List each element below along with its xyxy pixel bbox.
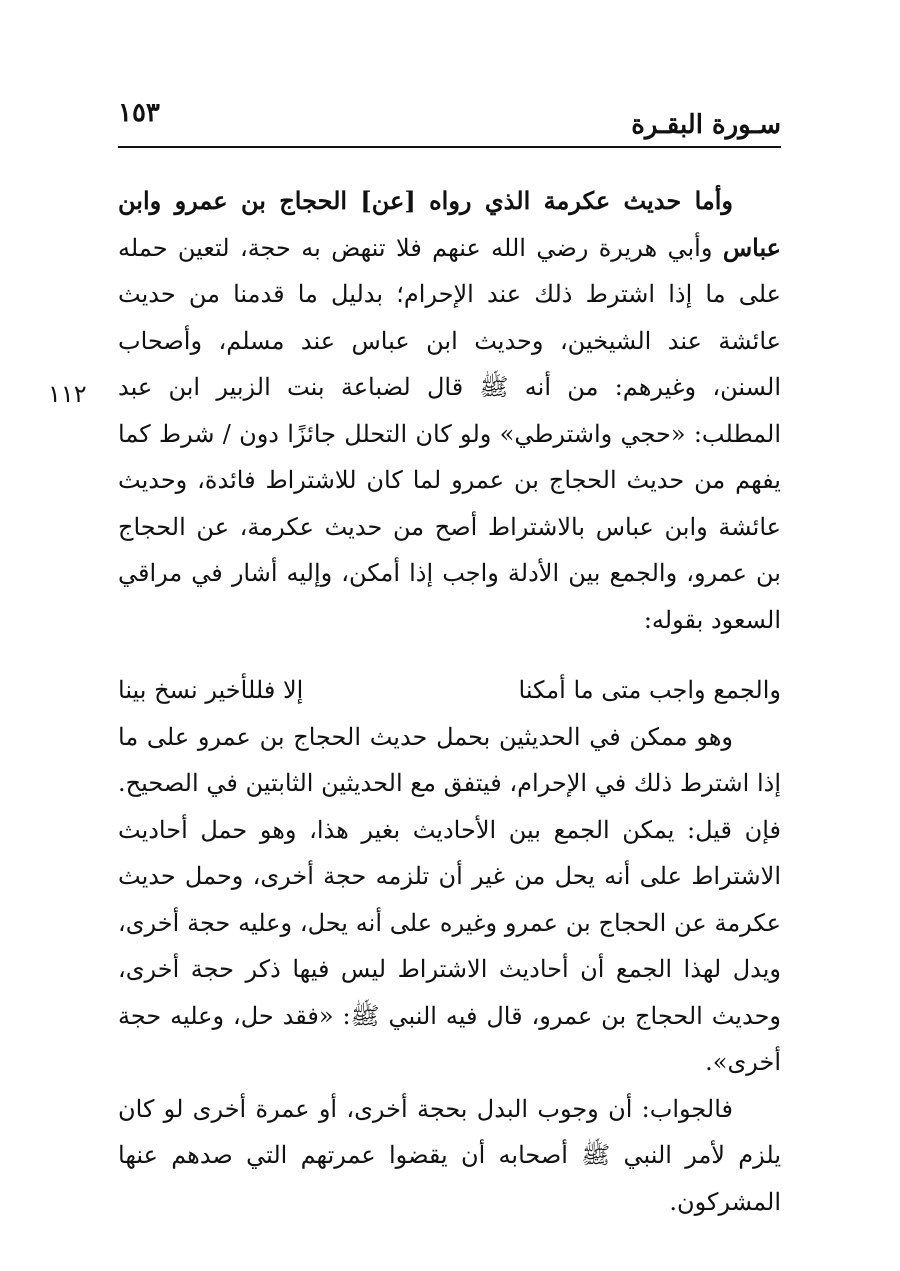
verse-hemistich-2: إلا فللأخير نسخ بينا: [118, 676, 304, 704]
paragraph-1-lead: وأما حديث عكرمة الذي رواه [عن] الحجاج بن عمرو وابن عباس: [118, 186, 781, 262]
poetry-verse: [118, 667, 781, 714]
page-header: [118, 96, 781, 146]
paragraph-3: فالجواب: أن وجوب البدل بحجة أخرى، أو عمرة أخرى لو كان يلزم لأمر النبي ﷺ أصحابه أن يقضوا عمرتهم التي صدهم عنها المشركون.: [118, 1094, 781, 1216]
paragraph-2: وهو ممكن في الحديثين بحمل حديث الحجاج بن عمرو على ما إذا اشترط ذلك في الإحرام، فيتفق مع الحديثين الثابتين في الصحيح. فإن قيل: يمكن الجمع بين الأحاديث بغير هذا، وهو حمل أحاديث الاشتراط على أنه يحل من غير أن تلزمه حجة أخرى، وحمل حديث عكرمة عن الحجاج بن عمرو وغيره على أنه يحل، وعليه حجة أخرى، ويدل لهذا الجمع أن أحاديث الاشتراط ليس فيها ذكر حجة أخرى، وحديث الحجاج بن عمرو، قال فيه النبي ﷺ: «فقد حل، وعليه حجة أخرى».: [118, 722, 782, 1076]
page-body: [118, 178, 781, 1225]
margin-page-reference: ١١٢: [48, 380, 87, 408]
paragraph-1: [118, 178, 781, 643]
page-number: ١٥٣: [118, 98, 160, 128]
header-divider: [118, 146, 781, 148]
paragraph-1-text: وأبي هريرة رضي الله عنهم فلا تنهض به حجة، لتعين حمله على ما إذا اشترط ذلك عند الإحرام؛ بدليل ما قدمنا من حديث عائشة عند الشيخين، وحديث ابن عباس عند مسلم، وأصحاب السنن، وغيرهم: من أنه ﷺ قال لضباعة بنت الزبير ابن عبد المطلب: «حجي واشترطي» ولو كان التحلل جائزًا دون / شرط كما يفهم من حديث الحجاج بن عمرو لما كان للاشتراط فائدة، وحديث عائشة وابن عباس بالاشتراط أصح من حديث عكرمة، عن الحجاج بن عمرو، والجمع بين الأدلة واجب إذا أمكن، وإليه أشار في مراقي السعود بقوله:: [118, 233, 781, 634]
surah-title: سـورة البقـرة: [631, 110, 781, 140]
verse-hemistich-1: والجمع واجب متى ما أمكنا: [518, 676, 781, 704]
